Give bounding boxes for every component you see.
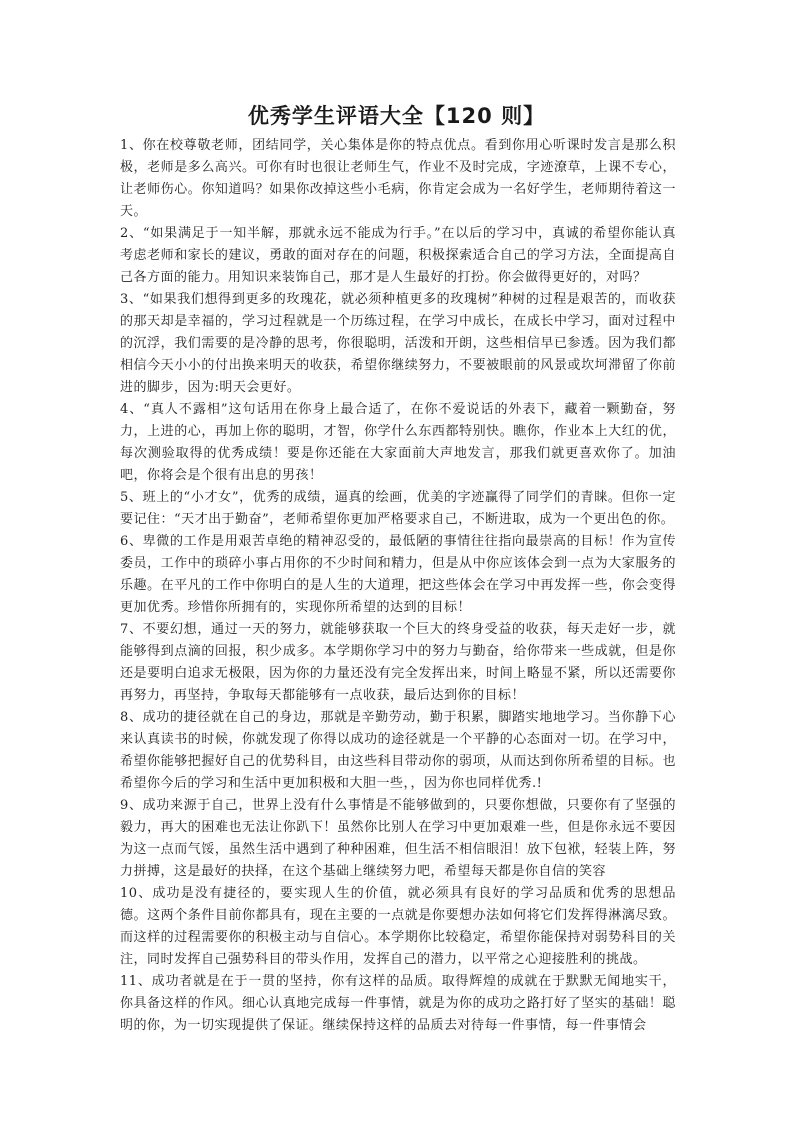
comment-entry-4: 4、“真人不露相”这句话用在你身上最合适了，在你不爱说话的外表下，藏着一颗勤奋，努力，上进的心，再加上你的聪明，才智，你学什么东西都特别快。瞧你，作业本上大红的优，每次测验取得的优秀成绩！要是你还能在大家面前大声地发言，那我们就更喜欢你了。加油吧，你将会是个很有出息的男孩！ [120, 402, 676, 483]
comment-entry-3: 3、“如果我们想得到更多的玫瑰花，就必须种植更多的玫瑰树”种树的过程是艰苦的，而收获的那天却是幸福的，学习过程就是一个历练过程，在学习中成长，在成长中学习，面对过程中的沉浮，我们需要的是冷静的思考，你很聪明，活泼和开朗，这些相信早已参透。因为我们都相信今天小小的付出换来明天的收获，希望你继续努力，不要被眼前的风景或坎坷滞留了你前进的脚步，因为:明天会更好。 [120, 292, 676, 395]
comment-entry-8: 8、成功的捷径就在自己的身边，那就是辛勤劳动，勤于积累，脚踏实地地学习。当你静下心来认真读书的时候，你就发现了你得以成功的途径就是一个平静的心态面对一切。在学习中，希望你能够把握好自己的优势科目，由这些科目带动你的弱项，从而达到你所希望的目标。也希望你今后的学习和生活中更加积极和大胆一些，，因为你也同样优秀.! [120, 710, 676, 791]
comment-entry-9: 9、成功来源于自己，世界上没有什么事情是不能够做到的，只要你想做，只要你有了坚强的毅力，再大的困难也无法让你趴下！虽然你比别人在学习中更加艰难一些，但是你永远不要因为这一点而气馁，虽然生活中遇到了种种困难，但生活不相信眼泪！放下包袱，轻装上阵，努力拼搏，这是最好的抉择，在这个基础上继续努力吧，希望每天都是你自信的笑容 [120, 798, 676, 879]
document-title: 优秀学生评语大全【120 则】 [247, 104, 546, 128]
comment-entry-2: 2、“如果满足于一知半解，那就永远不能成为行手。”在以后的学习中，真诚的希望你能认真考虑老师和家长的建议，勇敢的面对存在的问题，积极探索适合自己的学习方法，全面提高自己各方面的能力。用知识来装饰自己，那才是人生最好的打扮。你会做得更好的，对吗？ [120, 226, 676, 285]
comment-entry-1: 1、你在校尊敬老师，团结同学，关心集体是你的特点优点。看到你用心听课时发言是那么积极，老师是多么高兴。可你有时也很让老师生气，作业不及时完成，字迹潦草，上课不专心，让老师伤心。你知道吗？如果你改掉这些小毛病，你肯定会成为一名好学生，老师期待着这一天。 [120, 138, 676, 219]
comment-entry-5: 5、班上的“小才女”，优秀的成绩，逼真的绘画，优美的字迹赢得了同学们的青睐。但你一定要记住：“天才出于勤奋”，老师希望你更加严格要求自己，不断进取，成为一个更出色的你。 [120, 490, 676, 527]
comment-entry-11: 11、成功者就是在于一贯的坚持，你有这样的品质。取得辉煌的成就在于默默无闻地实干，你具备这样的作风。细心认真地完成每一件事情，就是为你的成功之路打好了坚实的基础！聪明的你，为一切实现提供了保证。继续保持这样的品质去对待每一件事情，每一件事情会 [120, 974, 676, 1033]
comment-entry-7: 7、不要幻想，通过一天的努力，就能够获取一个巨大的终身受益的收获，每天走好一步，就能够得到点滴的回报，积少成多。本学期你学习中的努力与勤奋，给你带来一些成就，但是你还是要明白追求无极限，因为你的力量还没有完全发挥出来，时间上略显不紧，所以还需要你再努力，再坚持，争取每天都能够有一点收获，最后达到你的目标！ [120, 622, 676, 703]
comment-entry-6: 6、卑微的工作是用艰苦卓绝的精神忍受的，最低陋的事情往往指向最崇高的目标！作为宣传委员，工作中的琐碎小事占用你的不少时间和精力，但是从中你应该体会到一点为大家服务的乐趣。在平凡的工作中你明白的是人生的大道理，把这些体会在学习中再发挥一些，你会变得更加优秀。珍惜你所拥有的，实现你所希望的达到的目标！ [120, 534, 676, 615]
comment-entry-10: 10、成功是没有捷径的，要实现人生的价值，就必须具有良好的学习品质和优秀的思想品德。这两个条件目前你都具有，现在主要的一点就是你要想办法如何将它们发挥得淋漓尽致。而这样的过程需要你的积极主动与自信心。本学期你比较稳定，希望你能保持对弱势科目的关注，同时发挥自己强势科目的带头作用，发挥自己的潜力，以平常之心迎接胜利的挑战。 [120, 886, 676, 967]
comments-list [120, 135, 676, 1037]
